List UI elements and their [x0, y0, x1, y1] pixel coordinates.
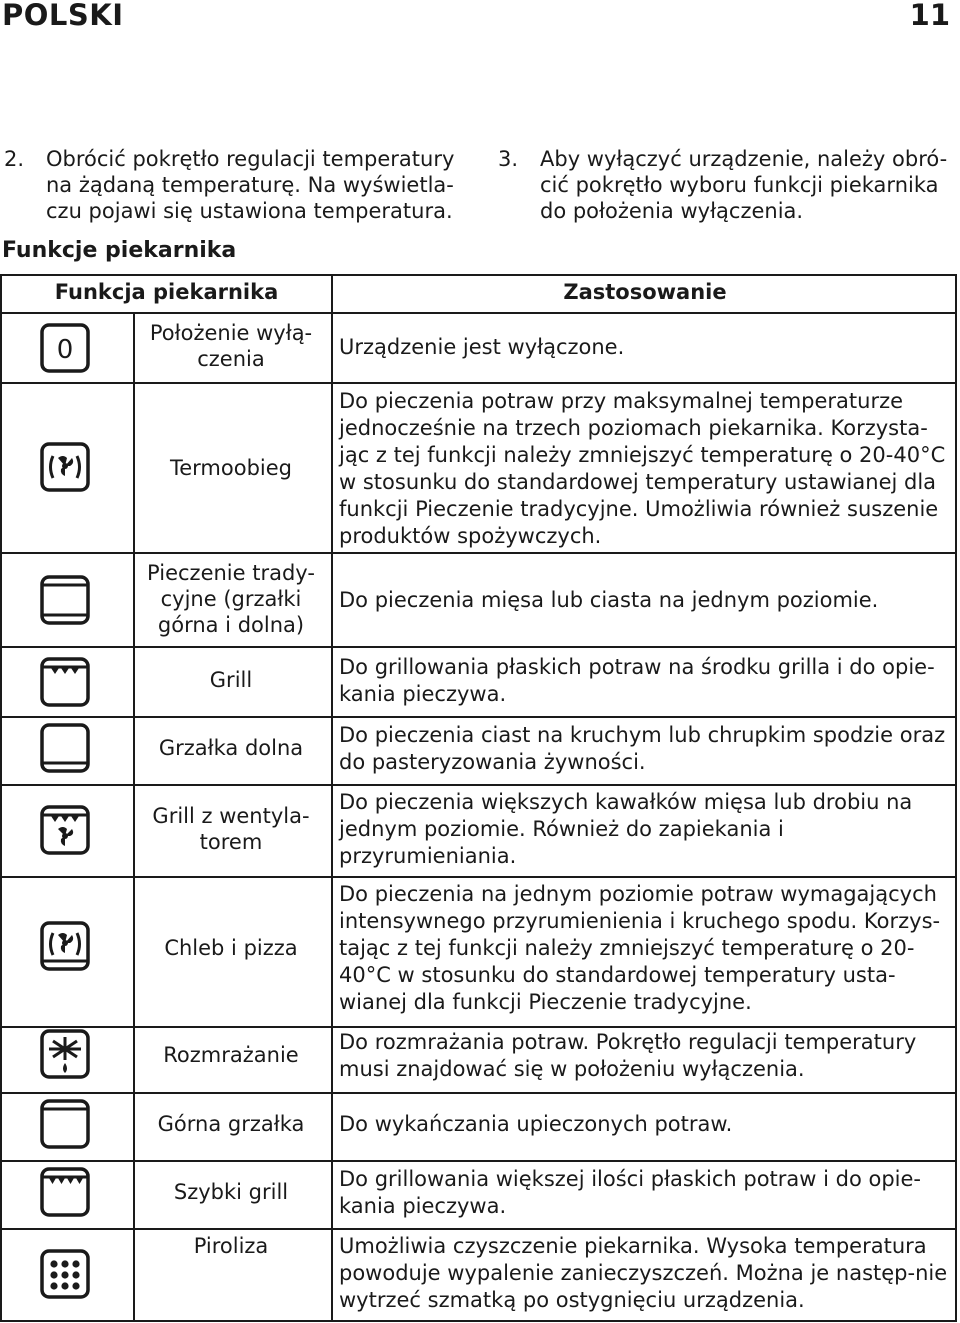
- row-divider: [2, 1228, 955, 1230]
- step-text: Obrócić pokrętło regulacji temperatury na żądaną temperaturę. Na wyświetla-czu pojawi się ustawiona temperatura.: [46, 147, 455, 223]
- function-name: Chleb i pizza: [164, 936, 298, 960]
- function-usage: Do pieczenia ciast na kruchym lub chrupkim spodzie oraz do pasteryzowania żywności.: [339, 723, 946, 774]
- step-number: 3.: [498, 147, 519, 171]
- fan-ring-heater-icon: [39, 441, 91, 493]
- pyrolysis-icon: [39, 1248, 91, 1300]
- row-divider: [2, 382, 955, 384]
- step-number: 2.: [4, 147, 25, 171]
- svg-text:0: 0: [56, 335, 74, 365]
- row-divider: [2, 646, 955, 648]
- page-number: 11: [909, 0, 950, 32]
- header-divider: [2, 312, 955, 314]
- function-usage: Do pieczenia potraw przy maksymalnej temperaturze jednocześnie na trzech poziomach piekarnika. Korzysta-jąc z tej funkcji należy zmniejszyć temperaturę o 20-40°C w stosunku do standardowej temperatury ustawianej dla funkcji Pieczenie tradycyjne. Umożliwia również suszenie produktów spożywczych.: [339, 389, 946, 548]
- function-usage: Do pieczenia na jednym poziomie potraw wymagających intensywnego przyrumienienia i kruchego spodu. Korzys-tając z tej funkcji należy zmniejszyć temperaturę o 20-40°C w stosunku do standardowej temperatury usta-wianej dla funkcji Pieczenie tradycyjne.: [339, 882, 941, 1014]
- function-name: Rozmrażanie: [163, 1043, 299, 1067]
- row-divider: [2, 552, 955, 554]
- fan-grill-icon: [39, 804, 91, 856]
- step-text: Aby wyłączyć urządzenie, należy obró-cić pokrętło wyboru funkcji piekarnika do położenia wyłączenia.: [540, 147, 948, 223]
- function-name: Grill: [209, 668, 253, 692]
- header-usage: Zastosowanie: [563, 280, 727, 304]
- function-name: Termoobieg: [169, 456, 292, 480]
- function-name: Szybki grill: [173, 1180, 289, 1204]
- function-usage: Do wykańczania upieczonych potraw.: [339, 1112, 733, 1136]
- top-bottom-heat-icon: [39, 574, 91, 626]
- bottom-heat-icon: [39, 722, 91, 774]
- function-usage: Urządzenie jest wyłączone.: [339, 335, 625, 359]
- function-usage: Do pieczenia mięsa lub ciasta na jednym poziomie.: [339, 588, 879, 612]
- row-divider: [2, 1026, 955, 1028]
- section-title: Funkcje piekarnika: [2, 238, 237, 263]
- function-usage: Umożliwia czyszczenie piekarnika. Wysoka temperatura powoduje wypalenie zanieczyszczeń. Można je następ-nie wytrzeć szmatką po ostygnięciu urządzenia.: [339, 1234, 948, 1312]
- row-divider: [2, 784, 955, 786]
- top-heat-icon: [39, 1098, 91, 1150]
- defrost-icon: [39, 1028, 91, 1080]
- header-function: Funkcja piekarnika: [54, 280, 279, 304]
- grill-icon: [39, 656, 91, 708]
- function-usage: Do grillowania większej ilości płaskich potraw i do opie-kania pieczywa.: [339, 1167, 922, 1218]
- off-position-icon: [39, 322, 91, 374]
- language-label: POLSKI: [2, 0, 124, 32]
- row-divider: [2, 876, 955, 878]
- function-name: Pieczenie trady-cyjne (grzałki górna i dolna): [147, 561, 315, 637]
- function-usage: Do rozmrażania potraw. Pokrętło regulacji temperatury musi znajdować się w położeniu wyłączenia.: [339, 1030, 917, 1081]
- fast-grill-icon: [39, 1166, 91, 1218]
- row-divider: [2, 1160, 955, 1162]
- function-name: Położenie wyłą-czenia: [149, 321, 313, 371]
- column-divider: [331, 276, 333, 1320]
- function-name: Piroliza: [193, 1234, 269, 1258]
- function-usage: Do grillowania płaskich potraw na środku grilla i do opie-kania pieczywa.: [339, 655, 935, 706]
- function-usage: Do pieczenia większych kawałków mięsa lub drobiu na jednym poziomie. Również do zapiekania i przyrumieniania.: [339, 790, 913, 868]
- function-name: Górna grzałka: [157, 1112, 305, 1136]
- function-name: Grzałka dolna: [158, 736, 304, 760]
- row-divider: [2, 1092, 955, 1094]
- function-name: Grill z wentyla-torem: [152, 804, 310, 854]
- bread-pizza-icon: [39, 920, 91, 972]
- page-header: [0, 0, 960, 36]
- row-divider: [2, 716, 955, 718]
